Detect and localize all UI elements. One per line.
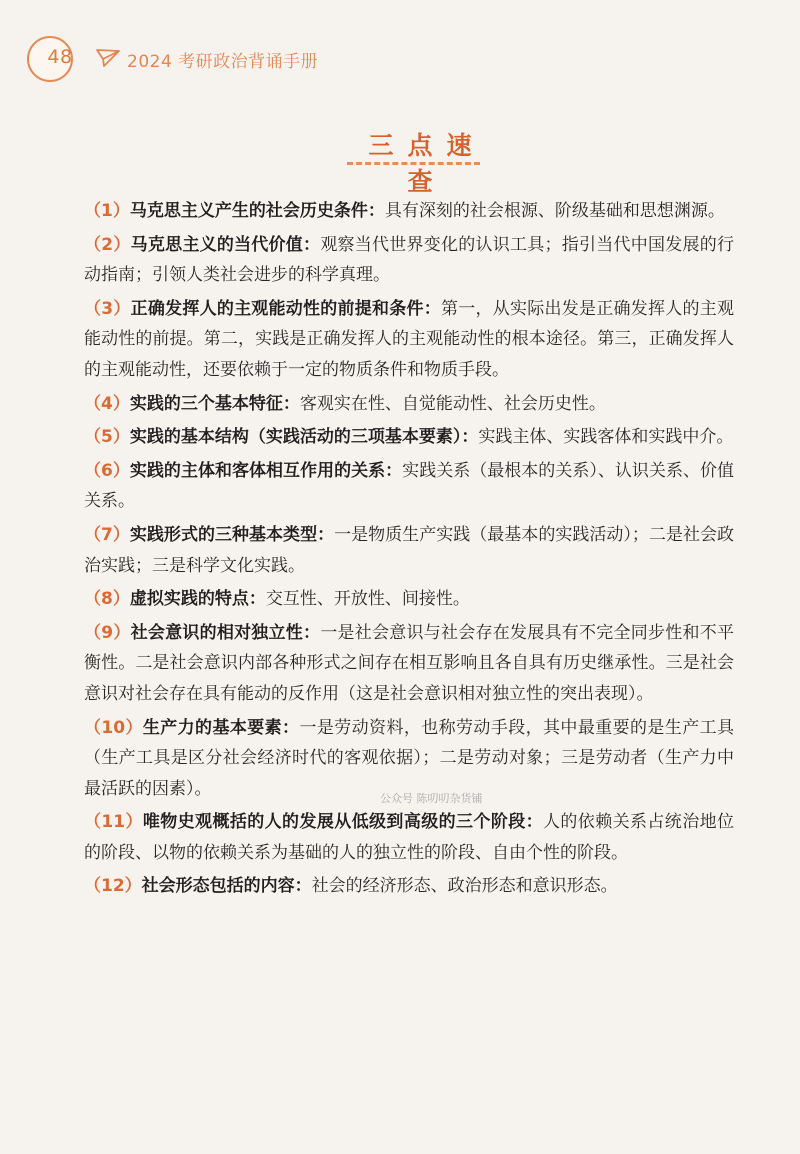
- item-number: （9）: [84, 622, 131, 643]
- page-number: 48: [47, 46, 73, 68]
- item-number: （1）: [84, 201, 130, 221]
- item-text: 实践主体、实践客体和实践中介。: [478, 427, 734, 448]
- item-number: （5）: [84, 427, 130, 448]
- item-number: （4）: [84, 393, 130, 414]
- item-text: 实践关系（最根本的关系）、认识关系、价值关系。: [84, 460, 734, 512]
- list-item: [84, 294, 734, 386]
- item-number: （8）: [84, 589, 130, 610]
- list-item: [84, 422, 734, 453]
- item-number: （7）: [84, 524, 130, 545]
- item-text: 客观实在性、自觉能动性、社会历史性。: [299, 393, 606, 414]
- item-text: 观察当代世界变化的认识工具；指引当代中国发展的行动指南；引领人类社会进步的科学真理。: [84, 234, 735, 286]
- list-item: [84, 456, 734, 517]
- item-key: 马克思主义产生的社会历史条件：: [129, 201, 385, 221]
- item-number: （6）: [84, 460, 130, 481]
- list-item: [84, 807, 734, 868]
- page-header: [0, 0, 800, 100]
- list-item: [84, 196, 734, 227]
- item-number: （12）: [84, 876, 142, 897]
- paper-plane-icon: [95, 47, 121, 69]
- item-number: （2）: [84, 234, 131, 255]
- item-text: 一是物质生产实践（最基本的实践活动）；二是社会政治实践；三是科学文化实践。: [84, 524, 735, 576]
- list-item: [84, 389, 734, 420]
- item-key: 虚拟实践的特点：: [129, 589, 266, 610]
- item-number: （3）: [84, 298, 131, 319]
- title-underline: [347, 162, 480, 165]
- list-item: [84, 871, 734, 902]
- book-title: 2024 考研政治背诵手册: [127, 52, 319, 72]
- watermark: 公众号 陈叨叨杂货铺: [380, 792, 483, 805]
- item-key: 实践的三个基本特征：: [129, 393, 300, 414]
- item-number: （10）: [84, 717, 143, 738]
- item-key: 社会形态包括的内容：: [141, 876, 312, 897]
- item-text: 社会的经济形态、政治形态和意识形态。: [311, 876, 618, 897]
- item-key: 实践的主体和客体相互作用的关系：: [129, 460, 403, 481]
- item-key: 实践的基本结构（实践活动的三项基本要素）：: [129, 427, 479, 448]
- list-item: [84, 584, 734, 615]
- item-key: 正确发挥人的主观能动性的前提和条件：: [130, 298, 442, 319]
- item-text: 人的依赖关系占统治地位的阶段、以物的依赖关系为基础的人的独立性的阶段、自由个性的阶段。: [84, 812, 734, 863]
- list-item: [84, 230, 734, 291]
- section-title: 三点速查: [368, 131, 486, 196]
- item-key: 社会意识的相对独立性：: [130, 622, 321, 643]
- item-number: （11）: [84, 812, 143, 833]
- item-key: 唯物史观概括的人的发展从低级到高级的三个阶段：: [142, 812, 544, 833]
- item-text: 一是劳动资料，也称劳动手段，其中最重要的是生产工具（生产工具是区分社会经济时代的客观依据）；二是劳动对象；三是劳动者（生产力中最活跃的因素）。: [84, 717, 735, 799]
- list-item: [84, 618, 734, 710]
- item-key: 生产力的基本要素：: [142, 717, 300, 738]
- list-item: [84, 520, 734, 581]
- item-key: 马克思主义的当代价值：: [130, 234, 321, 255]
- item-text: 一是社会意识与社会存在发展具有不完全同步性和不平衡性。二是社会意识内部各种形式之间存在相互影响且各自具有历史继承性。三是社会意识对社会存在具有能动的反作用（这是社会意识相对独立性的突出表现）。: [84, 622, 735, 704]
- item-text: 第一，从实际出发是正确发挥人的主观能动性的前提。第二，实践是正确发挥人的主观能动性的根本途径。第三，正确发挥人的主观能动性，还要依赖于一定的物质条件和物质手段。: [84, 298, 735, 380]
- item-text: 交互性、开放性、间接性。: [265, 589, 470, 610]
- item-key: 实践形式的三种基本类型：: [129, 524, 335, 545]
- item-text: 具有深刻的社会根源、阶级基础和思想渊源。: [384, 201, 725, 221]
